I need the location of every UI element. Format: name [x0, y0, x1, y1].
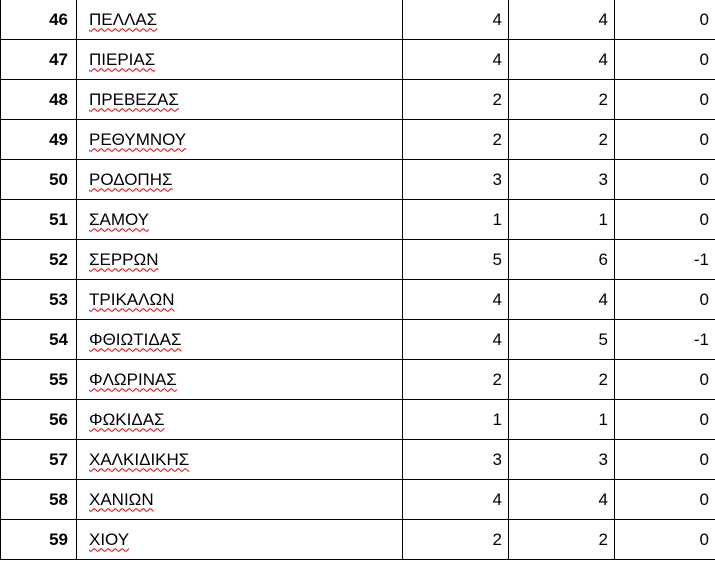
difference-cell[interactable]: -1 — [615, 320, 715, 360]
value-cell-col2[interactable]: 2 — [509, 120, 615, 160]
row-number-cell[interactable]: 59 — [1, 520, 77, 560]
table-row — [1, 280, 715, 320]
prefecture-name-cell[interactable] — [77, 480, 403, 520]
value-cell-col2[interactable]: 4 — [509, 480, 615, 520]
value-cell-col1[interactable]: 1 — [403, 200, 509, 240]
prefecture-name: ΠΡΕΒΕΖΑΣ — [89, 89, 179, 109]
row-number-cell[interactable]: 51 — [1, 200, 77, 240]
row-number-cell[interactable]: 52 — [1, 240, 77, 280]
value-cell-col1[interactable]: 2 — [403, 80, 509, 120]
row-number-cell[interactable]: 57 — [1, 440, 77, 480]
difference-cell[interactable]: 0 — [615, 120, 715, 160]
value-cell-col1[interactable]: 4 — [403, 280, 509, 320]
prefecture-name: ΧΑΛΚΙΔΙΚΗΣ — [89, 449, 190, 469]
prefecture-name: ΡΕΘΥΜΝΟΥ — [89, 129, 187, 149]
prefecture-name: ΦΛΩΡΙΝΑΣ — [89, 369, 177, 389]
table-row — [1, 0, 715, 40]
row-number-cell[interactable]: 53 — [1, 280, 77, 320]
row-number-cell[interactable]: 54 — [1, 320, 77, 360]
prefecture-name-cell[interactable] — [77, 320, 403, 360]
prefecture-name: ΣΕΡΡΩΝ — [89, 249, 159, 269]
value-cell-col1[interactable]: 4 — [403, 480, 509, 520]
value-cell-col2[interactable]: 2 — [509, 360, 615, 400]
value-cell-col1[interactable]: 4 — [403, 320, 509, 360]
value-cell-col1[interactable]: 1 — [403, 400, 509, 440]
row-number-cell[interactable]: 56 — [1, 400, 77, 440]
difference-cell[interactable]: 0 — [615, 0, 715, 40]
table-row — [1, 40, 715, 80]
value-cell-col1[interactable]: 3 — [403, 160, 509, 200]
prefecture-name-cell[interactable] — [77, 80, 403, 120]
prefecture-name-cell[interactable] — [77, 0, 403, 40]
value-cell-col2[interactable]: 2 — [509, 80, 615, 120]
table-body — [1, 0, 715, 560]
prefecture-name-cell[interactable] — [77, 440, 403, 480]
table-row — [1, 520, 715, 560]
difference-cell[interactable]: 0 — [615, 520, 715, 560]
row-number-cell[interactable]: 49 — [1, 120, 77, 160]
table-row — [1, 480, 715, 520]
value-cell-col2[interactable]: 1 — [509, 200, 615, 240]
table-row — [1, 240, 715, 280]
row-number-cell[interactable]: 46 — [1, 0, 77, 40]
table-row — [1, 400, 715, 440]
table-row — [1, 320, 715, 360]
row-number-cell[interactable]: 55 — [1, 360, 77, 400]
value-cell-col2[interactable]: 3 — [509, 160, 615, 200]
prefecture-name-cell[interactable] — [77, 160, 403, 200]
value-cell-col2[interactable]: 2 — [509, 520, 615, 560]
difference-cell[interactable]: 0 — [615, 40, 715, 80]
value-cell-col1[interactable]: 2 — [403, 360, 509, 400]
value-cell-col2[interactable]: 6 — [509, 240, 615, 280]
prefecture-name-cell[interactable] — [77, 200, 403, 240]
prefecture-name-cell[interactable] — [77, 240, 403, 280]
table-row — [1, 80, 715, 120]
difference-cell[interactable]: 0 — [615, 400, 715, 440]
difference-cell[interactable]: 0 — [615, 80, 715, 120]
value-cell-col1[interactable]: 5 — [403, 240, 509, 280]
table-row — [1, 440, 715, 480]
value-cell-col2[interactable]: 4 — [509, 0, 615, 40]
value-cell-col1[interactable]: 2 — [403, 120, 509, 160]
prefecture-name: ΣΑΜΟΥ — [89, 209, 150, 229]
prefecture-name: ΧΑΝΙΩΝ — [89, 489, 154, 509]
prefecture-name-cell[interactable] — [77, 280, 403, 320]
difference-cell[interactable]: -1 — [615, 240, 715, 280]
row-number-cell[interactable]: 50 — [1, 160, 77, 200]
row-number-cell[interactable]: 47 — [1, 40, 77, 80]
prefecture-name-cell[interactable] — [77, 400, 403, 440]
value-cell-col2[interactable]: 4 — [509, 280, 615, 320]
difference-cell[interactable]: 0 — [615, 200, 715, 240]
prefecture-name: ΧΙΟΥ — [89, 529, 130, 549]
difference-cell[interactable]: 0 — [615, 360, 715, 400]
row-number-cell[interactable]: 58 — [1, 480, 77, 520]
value-cell-col2[interactable]: 5 — [509, 320, 615, 360]
table-row — [1, 360, 715, 400]
value-cell-col1[interactable]: 2 — [403, 520, 509, 560]
prefecture-name: ΦΘΙΩΤΙΔΑΣ — [89, 329, 182, 349]
prefecture-name-cell[interactable] — [77, 360, 403, 400]
prefecture-name: ΡΟΔΟΠΗΣ — [89, 169, 173, 189]
value-cell-col2[interactable]: 3 — [509, 440, 615, 480]
prefecture-name-cell[interactable] — [77, 520, 403, 560]
value-cell-col2[interactable]: 4 — [509, 40, 615, 80]
row-number-cell[interactable]: 48 — [1, 80, 77, 120]
difference-cell[interactable]: 0 — [615, 160, 715, 200]
difference-cell[interactable]: 0 — [615, 480, 715, 520]
prefecture-name: ΦΩΚΙΔΑΣ — [89, 409, 165, 429]
table-row — [1, 160, 715, 200]
difference-cell[interactable]: 0 — [615, 280, 715, 320]
prefecture-name: ΤΡΙΚΑΛΩΝ — [89, 289, 175, 309]
prefecture-name-cell[interactable] — [77, 40, 403, 80]
prefecture-name: ΠΕΛΛΑΣ — [89, 9, 158, 29]
table-row — [1, 200, 715, 240]
table-row — [1, 120, 715, 160]
value-cell-col2[interactable]: 1 — [509, 400, 615, 440]
value-cell-col1[interactable]: 3 — [403, 440, 509, 480]
difference-cell[interactable]: 0 — [615, 440, 715, 480]
value-cell-col1[interactable]: 4 — [403, 40, 509, 80]
prefecture-name-cell[interactable] — [77, 120, 403, 160]
value-cell-col1[interactable]: 4 — [403, 0, 509, 40]
prefecture-name: ΠΙΕΡΙΑΣ — [89, 49, 156, 69]
